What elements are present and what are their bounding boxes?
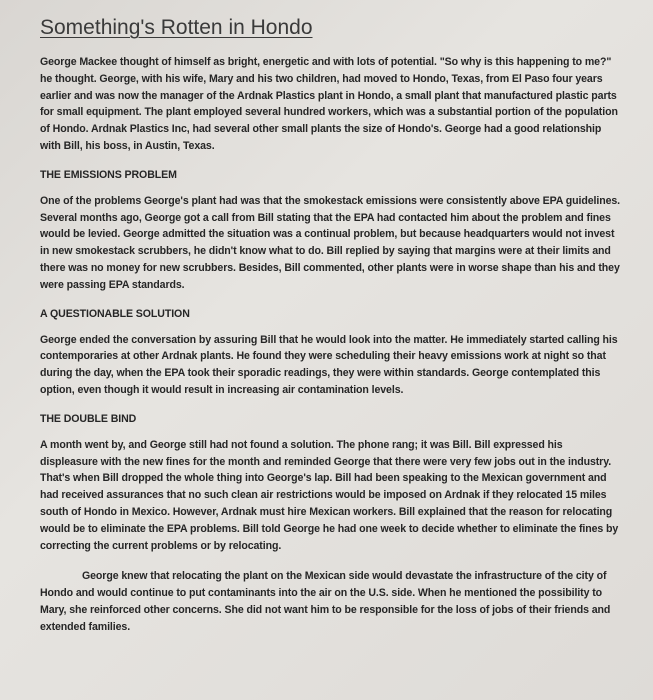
paragraph-intro: George Mackee thought of himself as bright, energetic and with lots of potential. "So why is this happening to me?" he thought. George, with his wife, Mary and his two children, had moved to Hondo, Texas, from El Paso four years earlier and was now the manager of the Ardnak Plastics plant in Hondo, a small plant that manufactured plastic parts for small equipment. The plant employed several hundred workers, which was a substantial portion of the population of Hondo. Ardnak Plastics Inc, had several other small plants the size of Hondo's. George had a good relationship with Bill, his boss, in Austin, Texas.: [40, 56, 618, 152]
paragraph-solution: George ended the conversation by assuring Bill that he would look into the matter. He immediately started calling his contemporaries at other Ardnak plants. He found they were scheduling their heavy emissions work at night so that during the day, when the EPA took their sporadic readings, they were within standards. George contemplated this option, even though it would result in increasing air contamination levels.: [40, 333, 618, 396]
section-heading-emissions: THE EMISSIONS PROBLEM: [40, 168, 177, 181]
paragraph-double-bind: A month went by, and George still had not found a solution. The phone rang; it was Bill. Bill expressed his displeasure with the new fines for the month and reminded George that there were very few jobs out in the industry. That's when Bill dropped the whole thing into George's lap. Bill had been speaking to the Mexican government and had received assurances that no such clean air restrictions would be imposed on Ardnak if they relocated 15 miles south of Hondo in Mexico. However, Ardnak must hire Mexican workers. Bill explained that the reason for relocating would be to eliminate the EPA problems. Bill told George he had one week to decide whether to eliminate the fines by correcting the current problems or by relocating.: [40, 438, 619, 552]
document-title: Something's Rotten in Hondo: [40, 16, 313, 39]
section-heading-solution: A QUESTIONABLE SOLUTION: [40, 307, 190, 320]
paragraph-emissions: One of the problems George's plant had was that the smokestack emissions were consistently above EPA guidelines. Several months ago, George got a call from Bill stating that the EPA had contacted him about the problem and fines would be levied. George admitted the situation was a continual problem, but because headquarters would not invest in new smokestack scrubbers, he didn't know what to do. Bill replied by saying that margins were at their limits and there was no money for new scrubbers. Besides, Bill commented, other plants were in worse shape than his and they were passing EPA standards.: [40, 194, 621, 291]
paragraph-relocation: George knew that relocating the plant on the Mexican side would devastate the infrastructure of the city of Hondo and would continue to put contaminants into the air on the U.S. side. When he mentioned the possibility to Mary, she reinforced other concerns. She did not want him to be responsible for the loss of jobs of their friends and extended families.: [40, 570, 611, 633]
section-heading-double-bind: THE DOUBLE BIND: [40, 412, 137, 425]
